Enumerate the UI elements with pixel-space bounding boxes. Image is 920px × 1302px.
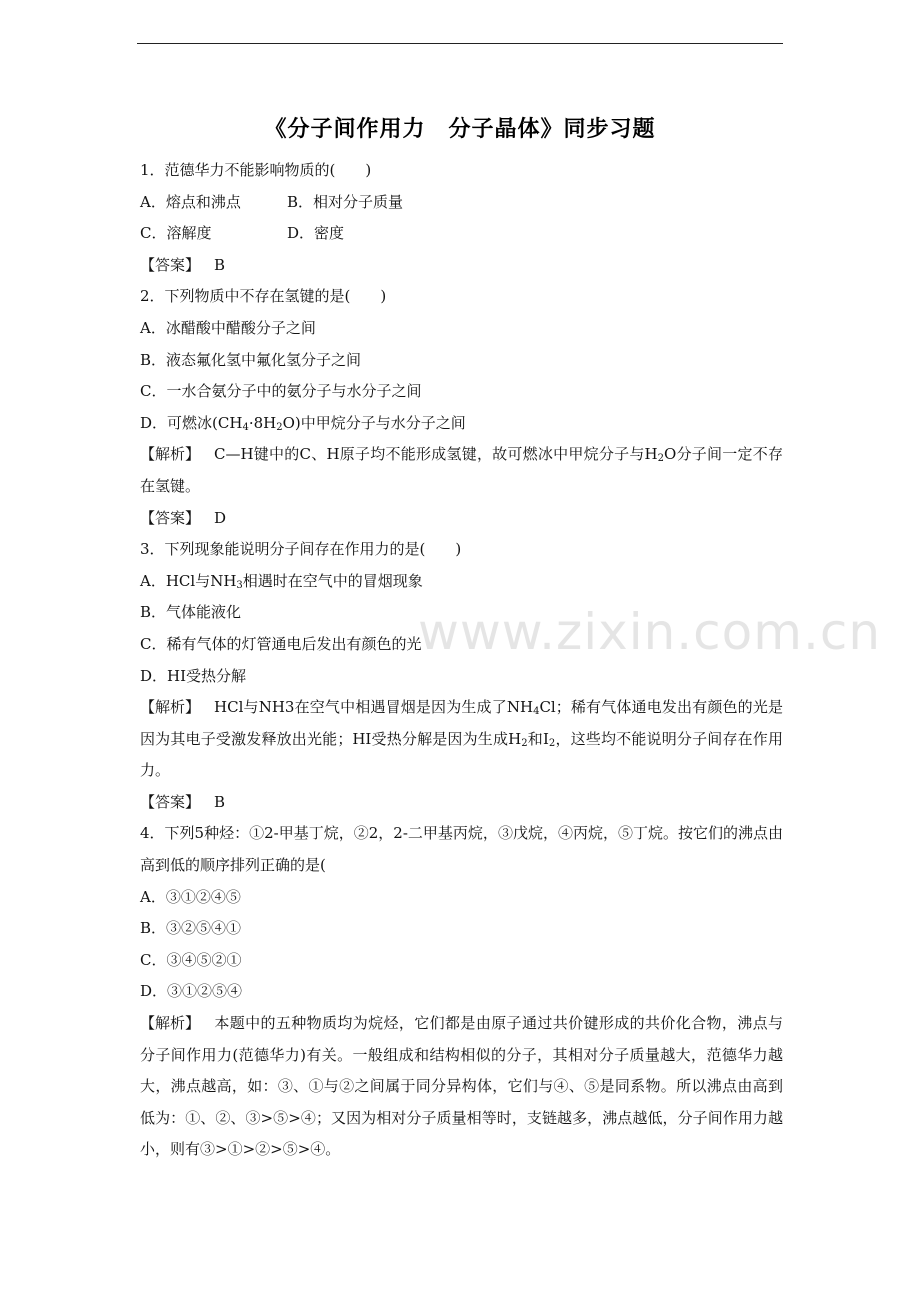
- q4-option-b: B．③②⑤④①: [140, 919, 242, 938]
- answer-tag: 【答案】: [140, 792, 201, 811]
- q3-analysis: 【解析】 HCl与NH3在空气中相遇冒烟是因为生成了$NH_4Cl$；稀有气体通电发出有颜色的光是因为其电子受激发释放出光能；HI受热分解是因为生成$H_2$和$I_2$，这些均不能说明分子间存在作用力。: [140, 692, 783, 787]
- q2-answer: [140, 503, 783, 535]
- watermark: www.zixin.com.cn: [418, 603, 882, 661]
- q1-option-b: B．相对分子质量: [287, 192, 404, 211]
- answer-value: D: [214, 508, 227, 527]
- answer-tag: 【答案】: [140, 255, 201, 274]
- q2-analysis: 【解析】 C—H键中的C、H原子均不能形成氢键，故可燃冰中甲烷分子与$H_2O$分子间一定不存在氢键。: [140, 439, 783, 502]
- q1-option-d: D．密度: [287, 224, 345, 243]
- q4-option-d: D．③①②⑤④: [140, 982, 243, 1001]
- q4-analysis: 【解析】 本题中的五种物质均为烷烃，它们都是由原子通过共价键形成的共价化合物，沸点与分子间作用力(范德华力)有关。一般组成和结构相似的分子，其相对分子质量越大，范德华力越大，沸点越高，如：③、①与②之间属于同分异构体，它们与④、⑤是同系物。所以沸点由高到低为：①、②、③>⑤>④；又因为相对分子质量相等时，支链越多，沸点越低，分子间作用力越小，则有③>①>②>⑤>④。: [140, 1008, 783, 1166]
- header-rule: [137, 43, 783, 44]
- q3-option-b: B．气体能液化: [140, 603, 242, 622]
- answer-value: B: [214, 255, 226, 274]
- q2-option-a: A．冰醋酸中醋酸分子之间: [140, 318, 316, 337]
- answer-value: B: [214, 792, 226, 811]
- q1-option-a: A．熔点和沸点: [140, 192, 241, 211]
- q3-answer: [140, 787, 783, 819]
- q4-stem: 4．下列5种烃：①2-甲基丁烷，②2，2-二甲基丙烷，③戊烷，④丙烷，⑤丁烷。按它们的沸点由高到低的顺序排列正确的是(: [140, 824, 783, 875]
- q3-option-d: D．HI受热分解: [140, 666, 247, 685]
- answer-tag: 【答案】: [140, 508, 201, 527]
- analysis-tag: 【解析】: [140, 1014, 201, 1033]
- q3-stem: 3．下列现象能说明分子间存在作用力的是( ): [140, 540, 462, 559]
- q4-option-c: C．③④⑤②①: [140, 950, 242, 969]
- q1-answer: [140, 250, 783, 282]
- q3-option-c: C．稀有气体的灯管通电后发出有颜色的光: [140, 634, 422, 653]
- analysis-tag: 【解析】: [140, 698, 201, 717]
- q1-stem: 1．范德华力不能影响物质的( ): [140, 161, 372, 179]
- q1-options-row-1: [140, 187, 783, 219]
- q2-option-d: D．可燃冰$(CH_4\cdot 8H_2O)$中甲烷分子与水分子之间: [140, 413, 466, 433]
- analysis-tag: 【解析】: [140, 445, 201, 464]
- document-body: [140, 155, 783, 1166]
- q2-option-c: C．一水合氨分子中的氨分子与水分子之间: [140, 382, 422, 401]
- page-title: 《分子间作用力 分子晶体》同步习题: [264, 117, 656, 142]
- q1-option-c: C．溶解度: [140, 224, 212, 243]
- q1-options-row-2: [140, 218, 783, 250]
- q3-option-a: A．HCl与$NH_3$相遇时在空气中的冒烟现象: [140, 571, 423, 591]
- q4-option-a: A．③①②④⑤: [140, 887, 241, 906]
- q2-stem: 2．下列物质中不存在氢键的是( ): [140, 287, 387, 306]
- q2-option-b: B．液态氟化氢中氟化氢分子之间: [140, 350, 362, 369]
